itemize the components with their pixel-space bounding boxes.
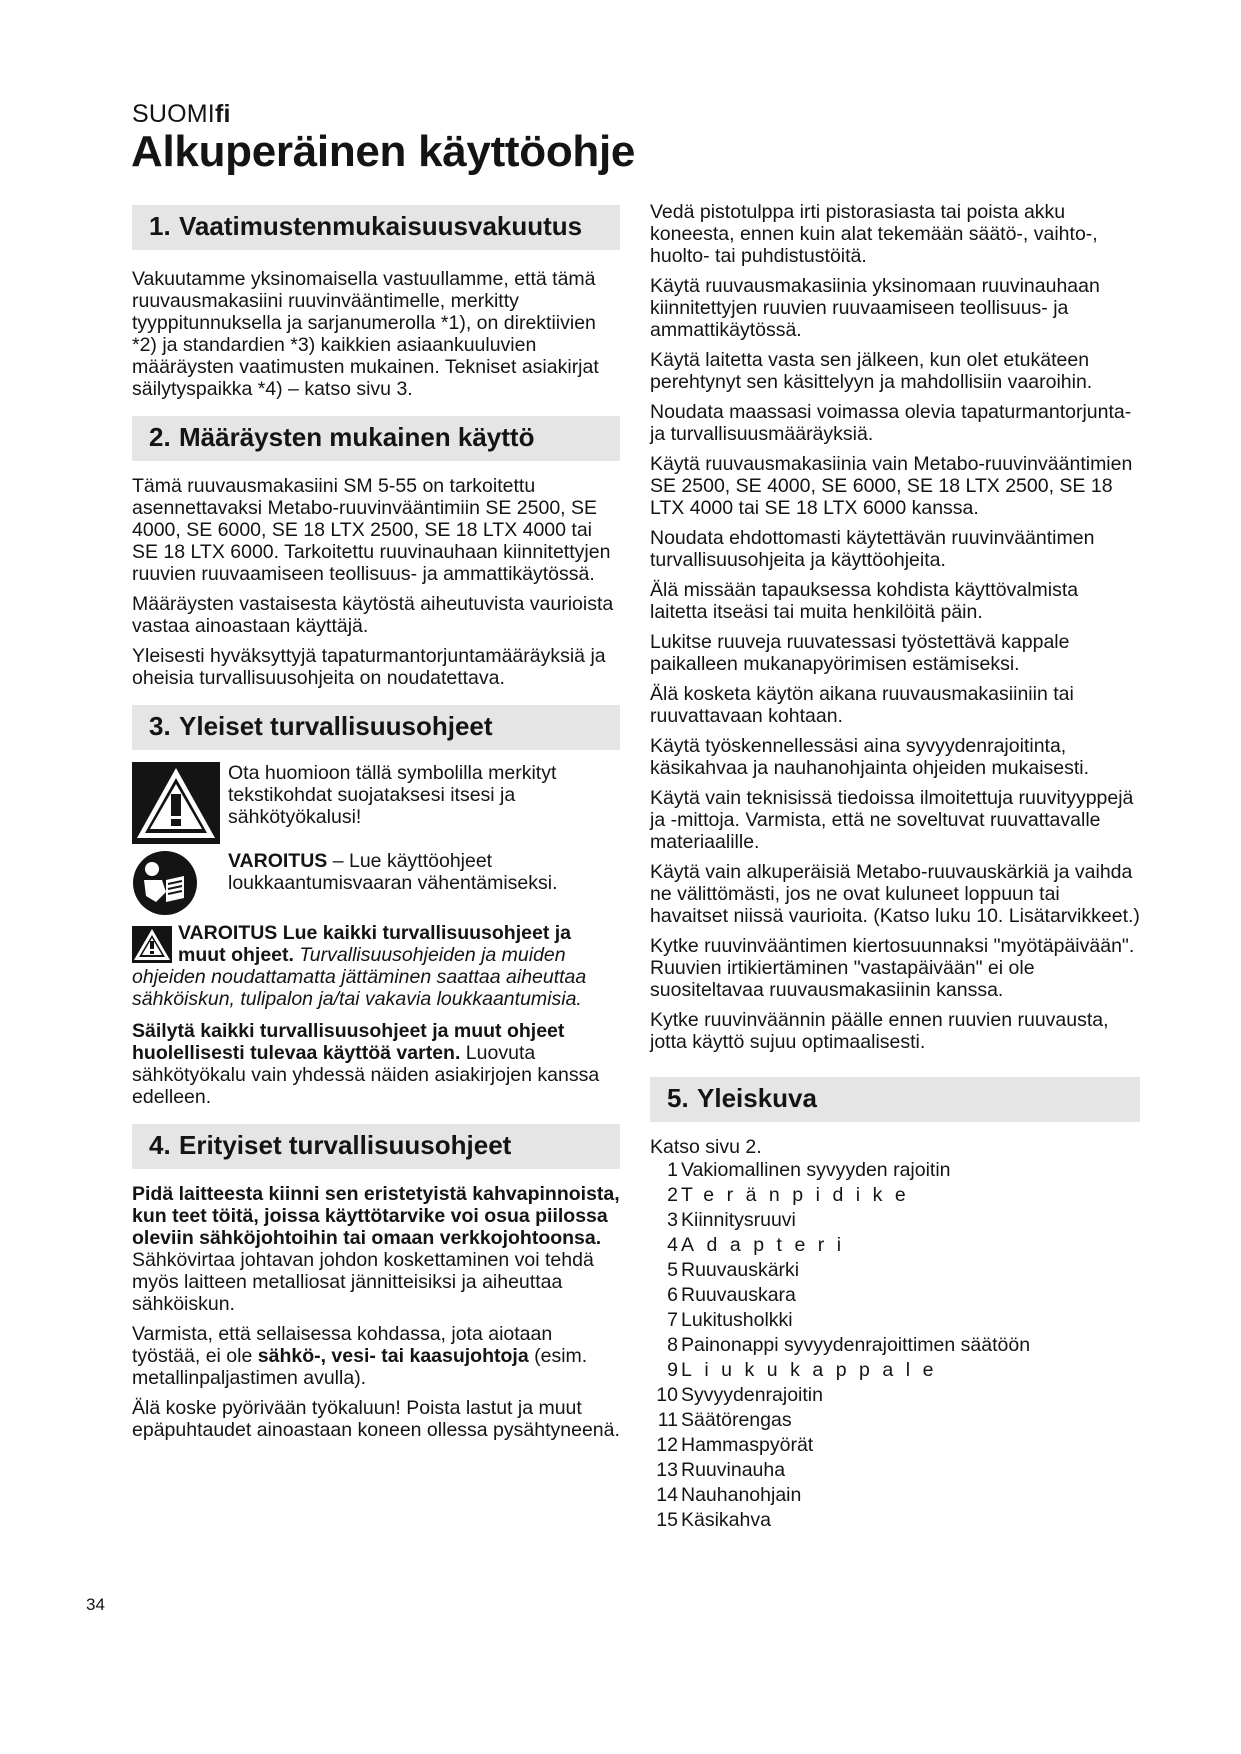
general-warning-text: VAROITUS Lue kaikki turvallisuusohjeet ja muut ohjeet. Turvallisuusohjeiden ja muiden ohjeiden noudattamatta jättäminen saattaa aiheuttaa sähköiskun, tulipalon ja/tai vakavia loukkaantumisia. — [132, 922, 587, 1010]
section-3-heading: 3. Yleiset turvallisuusohjeet — [132, 705, 620, 750]
list-item: 6 Ruuvauskara — [667, 1284, 796, 1306]
list-item: 1 Vakiomallinen syvyyden rajoitin — [667, 1159, 951, 1181]
original-bits-text: Käytä vain alkuperäisiä Metabo-ruuvauskärkiä ja vaihda ne välittömästi, jos ne ovat kuluneet loppuun tai havaitset niissä vaurioita. (Katso luku 10. Lisätarvikkeet.) — [650, 861, 1140, 927]
switch-on-text: Kytke ruuvinväännin päälle ennen ruuvien ruuvausta, jotta käyttö sujuu optimaalisesti. — [650, 1009, 1109, 1053]
read-manual-text: VAROITUS – Lue käyttöohjeet loukkaantumisvaaran vähentämiseksi. — [228, 850, 558, 894]
left-column — [132, 205, 620, 1441]
hidden-lines-text: Varmista, että sellaisessa kohdassa, jota aiotaan työstää, ei ole sähkö-, vesi- tai kaasujohtoja (esim. metallinpaljastimen avulla). — [132, 1323, 588, 1389]
list-item: 13 Ruuvinauha — [656, 1459, 786, 1481]
intended-use-text: Tämä ruuvausmakasiini SM 5-55 on tarkoitettu asennettavaksi Metabo-ruuvinvääntimiin SE 2500, SE 4000, SE 6000, SE 18 LTX 2500, SE 18 LTX 4000 tai SE 18 LTX 6000. Tarkoitettu ruuvinauhaan kiinnitettyjen ruuvien ruuvaamiseen teollisuus- ja ammattikäytössä. — [132, 475, 611, 585]
right-column — [650, 201, 1140, 1533]
familiarize-text: Käytä laitetta vasta sen jälkeen, kun olet etukäteen perehtynyt sen käsittelyyn ja mahdollisiin vaaroihin. — [650, 349, 1093, 393]
list-item: 7 Lukitusholkki — [667, 1309, 793, 1331]
warning-triangle-icon — [132, 762, 220, 844]
insulated-grip-text: Pidä laitteesta kiinni sen eristetyistä kahvapinnoista, kun teet töitä, joissa käyttötarvike voi osua piilossa oleviin sähköjohtoihin tai omaan verkkojohtoonsa. Sähkövirtaa johtavan johdon koskettaminen voi tehdä myös laitteen metalliosat jännitteisiksi ja aiheuttaa sähköiskun. — [132, 1183, 620, 1315]
do-not-point-text: Älä missään tapauksessa kohdista käyttövalmista laitetta itseäsi tai muita henkilöitä päin. — [650, 579, 1079, 623]
component-list — [650, 1158, 1140, 1533]
secure-workpiece-text: Lukitse ruuveja ruuvatessasi työstettävä kappale paikalleen mukanapyörimisen estämiseksi. — [650, 631, 1070, 675]
compatible-drivers-text: Käytä ruuvausmakasiinia vain Metabo-ruuvinvääntimien SE 2500, SE 4000, SE 6000, SE 18 LTX 2500, SE 18 LTX 4000 tai SE 18 LTX 6000 kanssa. — [650, 453, 1133, 519]
list-item: 11 Säätörengas — [657, 1409, 792, 1431]
section-2-heading: 2. Määräysten mukainen käyttö — [132, 416, 620, 461]
read-manual-icon — [132, 850, 198, 916]
list-item: 3 Kiinnitysruuvi — [667, 1209, 796, 1231]
screw-types-text: Käytä vain teknisissä tiedoissa ilmoitettuja ruuvityyppejä ja -mittoja. Varmista, että ne soveltuvat ruuvattavalle materiaalille. — [650, 787, 1134, 853]
list-item: 14 Nauhanohjain — [656, 1484, 802, 1506]
section-5-heading: 5. Yleiskuva — [650, 1077, 1140, 1122]
language-label: SUOMIfi — [132, 100, 231, 128]
list-item: 9 Liukukappale — [667, 1359, 946, 1381]
rotation-direction-text: Kytke ruuvinvääntimen kiertosuunnaksi "myötäpäivään". — [650, 935, 1135, 957]
list-item: 2 Teränpidike — [667, 1184, 919, 1206]
list-item: 15 Käsikahva — [656, 1509, 771, 1531]
general-warning — [132, 922, 620, 1010]
section-4-heading: 4. Erityiset turvallisuusohjeet — [132, 1124, 620, 1169]
symbol-note-text: Ota huomioon tällä symbolilla merkityt tekstikohdat suojataksesi itsesi ja sähkötyökalusi! — [228, 762, 557, 828]
do-not-touch-text: Älä kosketa käytön aikana ruuvausmakasiiniin tai ruuvattavaan kohtaan. — [650, 683, 1074, 727]
declaration-text: Vakuutamme yksinomaisella vastuullamme, että tämä ruuvausmakasiini ruuvinvääntimelle, merkitty tyyppitunnuksella ja sarjanumerolla *1), on direktiivien *2) ja standardien *3) kaikkien asiaankuuluvien määräysten vaatimusten mukainen. Tekniset asiakirjat säilytyspaikka *4) – katso sivu 3. — [132, 268, 599, 400]
national-rules-text: Noudata maassasi voimassa olevia tapaturmantorjunta- ja turvallisuusmääräyksiä. — [650, 401, 1132, 445]
unplug-text: Vedä pistotulppa irti pistorasiasta tai poista akku koneesta, ennen kuin alat tekemään säätö-, vaihto-, huolto- tai puhdistustöitä. — [650, 201, 1098, 267]
small-warning-triangle-icon — [132, 926, 172, 963]
see-page-text: Katso sivu 2. — [650, 1136, 762, 1158]
list-item: 10 Syvyydenrajoitin — [656, 1384, 823, 1406]
driver-safety-text: Noudata ehdottomasti käytettävän ruuvinvääntimen turvallisuusohjeita ja käyttöohjeita. — [650, 527, 1095, 571]
liability-text: Määräysten vastaisesta käytöstä aiheutuvista vaurioista vastaa ainoastaan käyttäjä. — [132, 593, 614, 637]
list-item: 5 Ruuvauskärki — [667, 1259, 800, 1281]
document-title: Alkuperäinen käyttöohje — [131, 127, 636, 176]
keep-instructions-text: Säilytä kaikki turvallisuusohjeet ja muut ohjeet huolellisesti tulevaa käyttöä varten. Luovuta sähkötyökalu vain yhdessä näiden asiakirjojen kanssa edelleen. — [132, 1020, 600, 1108]
page-number: 34 — [86, 1595, 105, 1614]
list-item: 8 Painonappi syvyydenrajoittimen säätöön — [667, 1334, 1031, 1356]
rotating-tool-text: Älä koske pyörivään työkaluun! Poista lastut ja muut epäpuhtaudet ainoastaan koneen ollessa pysähtyneenä. — [132, 1397, 620, 1441]
magazine-use-text: Käytä ruuvausmakasiinia yksinomaan ruuvinauhaan kiinnitettyjen ruuvien ruuvaamiseen teollisuus- ja ammattikäytössä. — [650, 275, 1100, 341]
regulations-text: Yleisesti hyväksyttyjä tapaturmantorjuntamääräyksiä ja oheisia turvallisuusohjeita on noudatettava. — [132, 645, 606, 689]
read-manual-note — [132, 850, 620, 912]
warning-symbol-note — [132, 762, 620, 844]
section-1-heading: 1. Vaatimustenmukaisuusvakuutus — [132, 205, 620, 250]
list-item: 4 Adapteri — [667, 1234, 854, 1256]
list-item: 12 Hammaspyörät — [656, 1434, 814, 1456]
depth-stop-text: Käytä työskennellessäsi aina syvyydenrajoitinta, käsikahvaa ja nauhanohjainta ohjeiden mukaisesti. — [650, 735, 1090, 779]
reverse-rotation-text: Ruuvien irtikiertäminen "vastapäivään" ei ole suositeltavaa ruuvausmakasiinin kanssa. — [650, 957, 1035, 1001]
